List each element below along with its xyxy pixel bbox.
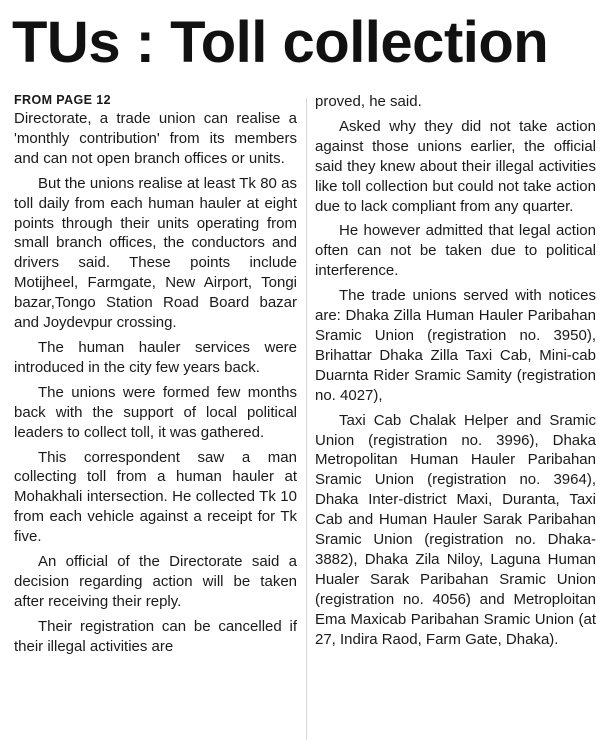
- paragraph: The trade unions served with notices are: Dhaka Zilla Human Hauler Paribahan Sramic Union (registration no. 3950), Brihattar Dhaka Zilla Taxi Cab, Mini-cab Duarnta Rider Sramic Samity (registration no. 4027),: [315, 287, 596, 404]
- paragraph: The human hauler services were introduced in the city few years back.: [14, 338, 297, 376]
- left-column: [14, 92, 297, 662]
- paragraph: Their registration can be cancelled if their illegal activities are: [14, 617, 297, 655]
- headline: TUs : Toll collection: [12, 10, 549, 75]
- paragraph: proved, he said.: [315, 93, 422, 110]
- paragraph: The unions were formed few months back with the support of local political leaders to collect toll, it was gathered.: [14, 383, 297, 441]
- column-divider: [306, 98, 307, 740]
- paragraph: But the unions realise at least Tk 80 as toll daily from each human hauler at eight points through their units operating from small branch offices, the conductors and drivers said. These points include Motijheel, Farmgate, New Airport, Tongi bazar,Tongo Station Road Board bazar and Joydevpur crossing.: [14, 174, 297, 332]
- paragraph: This correspondent saw a man collecting toll from a human hauler at Mohakhali intersection. He collected Tk 10 from each vehicle against a receipt for Tk five.: [14, 448, 297, 546]
- paragraph: Directorate, a trade union can realise a 'monthly contribution' from its members and can not open branch offices or units.: [14, 110, 297, 167]
- right-column: [315, 92, 596, 654]
- paragraph: Asked why they did not take action against those unions earlier, the official said they knew about their illegal activities like toll collection but could not take action due to lack compliant from any quarter.: [315, 117, 596, 215]
- paragraph: An official of the Directorate said a decision regarding action will be taken after receiving their reply.: [14, 553, 297, 610]
- paragraph: He however admitted that legal action often can not be taken due to political interference.: [315, 222, 596, 280]
- paragraph: Taxi Cab Chalak Helper and Sramic Union (registration no. 3996), Dhaka Metropolitan Human Hauler Paribahan Sramic Union (registration no. 3964), Dhaka Inter-district Maxi, Duranta, Taxi Cab and Human Hauler Sarak Paribahan Sramic Union (registration no. Dhaka- 3882), Dhaka Zila Niloy, Laguna Human Hualer Sarak Paribahan Sramic Union (registration no. 4056) and Metroploitan Ema Maxicab Paribahan Sramic Union (at 27, Indira Raod, Farm Gate, Dhaka).: [315, 411, 596, 648]
- continuation-kicker: FROM PAGE 12: [14, 93, 111, 107]
